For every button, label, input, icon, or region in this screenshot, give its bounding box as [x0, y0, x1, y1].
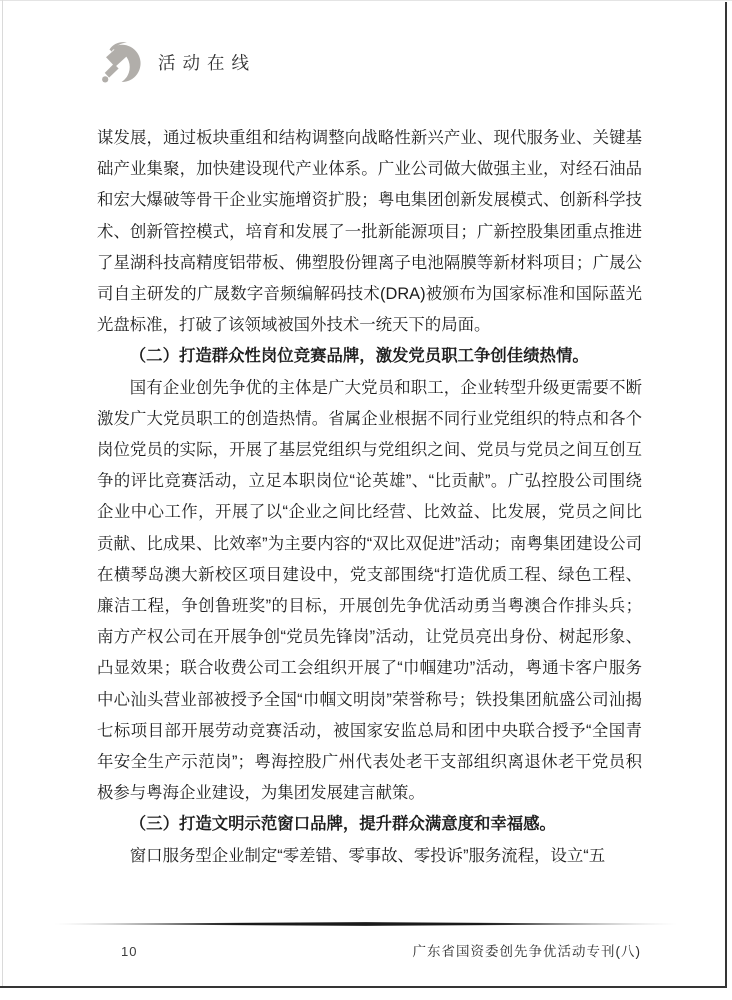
party-emblem-icon — [100, 39, 145, 86]
section-heading: （二）打造群众性岗位竞赛品牌，激发党员职工争创佳绩热情。 — [129, 347, 589, 366]
scan-edge-left — [2, 0, 3, 987]
masthead — [100, 39, 256, 86]
footer-rule — [54, 921, 678, 927]
paragraph: 国有企业创先争优的主体是广大党员和职工，企业转型升级更需要不断激发广大党员职工的创造热情。省属企业根据不同行业党组织的特点和各个岗位党员的实际，开展了基层党组织与党组织之间、党员与党员之间互创互争的评比竞赛活动，立足本职岗位“论英雄”、“比贡献”。广弘控股公司围绕企业中心工作，开展了以“企业之间比经营、比效益、比发展，党员之间比贡献、比成果、比效率”为主要内容的“双比双促进”活动；南粤集团建设公司在横琴岛澳大新校区项目建设中，党支部围绕“打造优质工程、绿色工程、廉洁工程，争创鲁班奖”的目标，开展创先争优活动勇当粤澳合作排头兵；南方产权公司在开展争创“党员先锋岗”活动，让党员亮出身份、树起形象、凸显效果；联合收费公司工会组织开展了“巾帼建功”活动，粤通卡客户服务中心汕头营业部被授予全国“巾帼文明岗”荣誉称号；铁投集团航盛公司汕揭七标项目部开展劳动竞赛活动，被国家安监总局和团中央联合授予“全国青年安全生产示范岗”；粤海控股广州代表处老干支部组织离退休老干党员积极参与粤海企业建设，为集团发展建言献策。 — [97, 378, 642, 803]
paragraph: 窗口服务型企业制定“零差错、零事故、零投诉”服务流程，设立“五 — [129, 846, 606, 865]
section-heading: （三）打造文明示范窗口品牌，提升群众满意度和幸福感。 — [129, 815, 556, 834]
masthead-title: 活动在线 — [158, 53, 256, 73]
scan-edge-top — [0, 0, 732, 1]
scan-edge-bottom — [0, 986, 727, 988]
body-text — [97, 123, 642, 872]
page-footer — [97, 940, 641, 960]
scan-edge-right — [725, 2, 727, 987]
journal-title: 广东省国资委创先争优活动专刊(八) — [412, 944, 641, 959]
paragraph: 谋发展，通过板块重组和结构调整向战略性新兴产业、现代服务业、关键基础产业集聚，加快建设现代产业体系。广业公司做大做强主业，对经石油品和宏大爆破等骨干企业实施增资扩股；粤电集团创新发展模式、创新科学技术、创新管控模式，培育和发展了一批新能源项目；广新控股集团重点推进了星湖科技高精度铝带板、佛塑股份锂离子电池隔膜等新材料项目；广晟公司自主研发的广晟数字音频编解码技术(DRA)被颁布为国家标准和国际蓝光光盘标准，打破了该领域被国外技术一统天下的局面。 — [97, 129, 642, 335]
page-number: 10 — [121, 944, 138, 959]
